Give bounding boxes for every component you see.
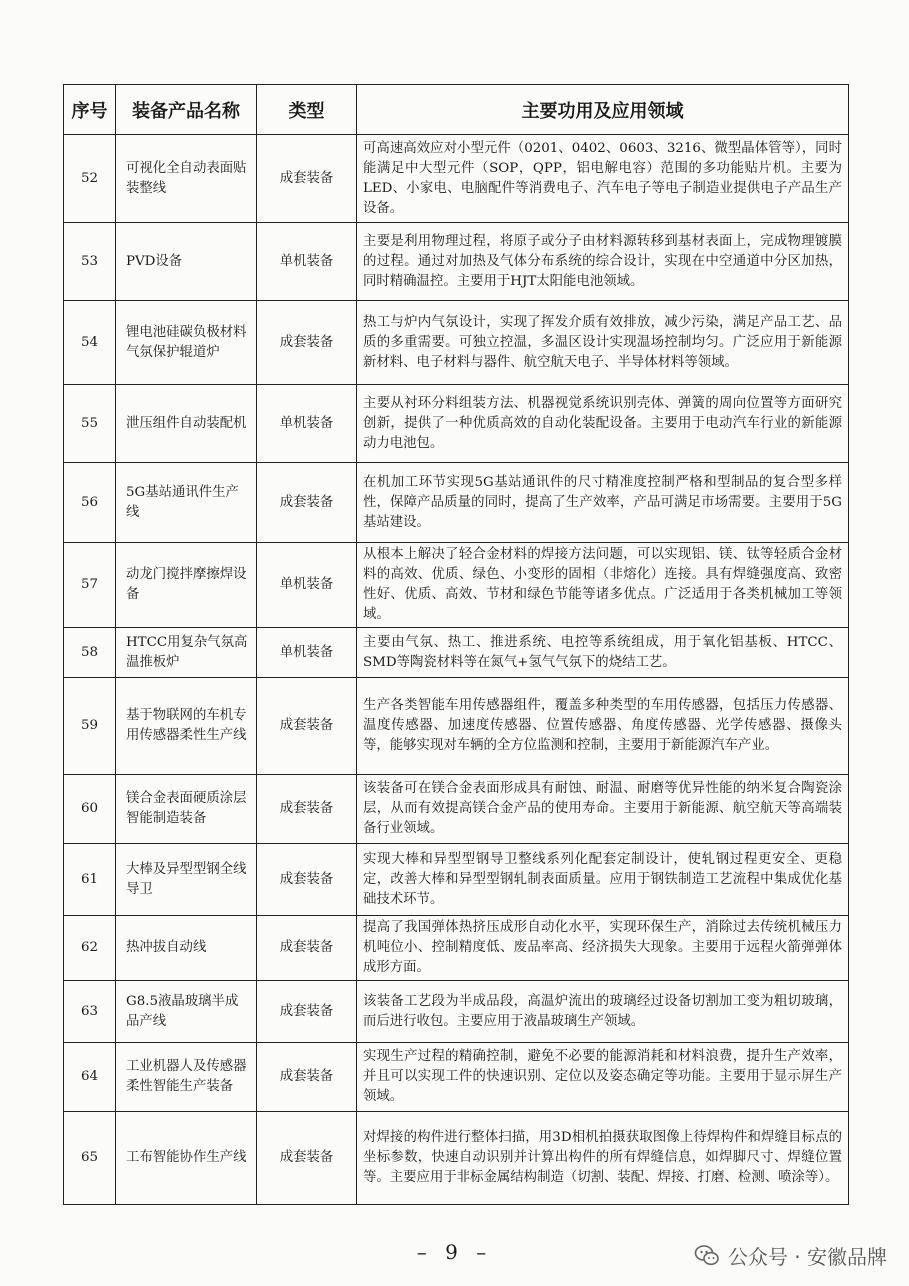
row-type: 成套装备 — [257, 678, 357, 775]
row-type: 成套装备 — [257, 775, 357, 844]
watermark — [694, 1241, 887, 1270]
table-row — [64, 1112, 849, 1205]
row-type: 成套装备 — [257, 301, 357, 385]
row-desc: 对焊接的构件进行整体扫描，用3D相机拍摄获取图像上待焊构件和焊缝目标点的坐标参数，快速自动识别并计算出构件的所有焊缝信息，如焊脚尺寸、焊缝位置等。主要应用于非标金属结构制造（切割、装配、焊接、打磨、检测、喷涂等）。 — [357, 1112, 849, 1205]
row-name: 工布智能协作生产线 — [116, 1112, 257, 1205]
row-type: 成套装备 — [257, 463, 357, 543]
header-type: 类型 — [257, 85, 357, 135]
row-type: 单机装备 — [257, 385, 357, 463]
table-row — [64, 981, 849, 1043]
table-row — [64, 223, 849, 301]
table-row — [64, 1043, 849, 1112]
watermark-text: 公众号 · 安徽品牌 — [727, 1245, 887, 1269]
row-desc: 在机加工环节实现5G基站通讯件的尺寸精准度控制严格和型制品的复合型多样性，保障产品质量的同时，提高了生产效率，产品可满足市场需要。主要用于5G基站建设。 — [357, 463, 849, 543]
table-row — [64, 844, 849, 916]
table-row — [64, 463, 849, 543]
row-name: PVD设备 — [116, 223, 257, 301]
row-desc: 从根本上解决了轻合金材料的焊接方法问题，可以实现铝、镁、钛等轻质合金材料的高效、优质、绿色、小变形的固相（非熔化）连接。具有焊缝强度高、致密性好、优质、高效、节材和绿色节能等诸多优点。广泛适用于各类机械加工等领域。 — [357, 543, 849, 628]
row-type: 单机装备 — [257, 628, 357, 678]
row-num: 54 — [64, 301, 116, 385]
row-num: 60 — [64, 775, 116, 844]
row-name: 可视化全自动表面贴装整线 — [116, 135, 257, 223]
row-name: 工业机器人及传感器柔性智能生产装备 — [116, 1043, 257, 1112]
table-row — [64, 135, 849, 223]
table-row — [64, 301, 849, 385]
row-type: 单机装备 — [257, 223, 357, 301]
row-num: 57 — [64, 543, 116, 628]
row-desc: 主要从衬环分料组装方法、机器视觉系统识别壳体、弹簧的周向位置等方面研究创新，提供了一种优质高效的自动化装配设备。主要用于电动汽车行业的新能源动力电池包。 — [357, 385, 849, 463]
table-row — [64, 385, 849, 463]
row-type: 成套装备 — [257, 1043, 357, 1112]
row-num: 63 — [64, 981, 116, 1043]
row-name: 热冲拔自动线 — [116, 916, 257, 981]
row-num: 59 — [64, 678, 116, 775]
row-type: 单机装备 — [257, 543, 357, 628]
row-name: G8.5液晶玻璃半成品产线 — [116, 981, 257, 1043]
row-type: 成套装备 — [257, 916, 357, 981]
row-num: 64 — [64, 1043, 116, 1112]
row-name: 动龙门搅拌摩擦焊设备 — [116, 543, 257, 628]
row-num: 53 — [64, 223, 116, 301]
row-name: 泄压组件自动装配机 — [116, 385, 257, 463]
row-type: 成套装备 — [257, 981, 357, 1043]
row-name: 5G基站通讯件生产线 — [116, 463, 257, 543]
equipment-table — [63, 84, 849, 1205]
table-row — [64, 916, 849, 981]
row-desc: 热工与炉内气氛设计，实现了挥发介质有效排放，减少污染，满足产品工艺、品质的多重需要。可独立控温，多温区设计实现温场控制均匀。广泛应用于新能源新材料、电子材料与器件、航空航天电子、半导体材料等领域。 — [357, 301, 849, 385]
row-num: 61 — [64, 844, 116, 916]
header-name: 装备产品名称 — [116, 85, 257, 135]
row-desc: 实现生产过程的精确控制，避免不必要的能源消耗和材料浪费，提升生产效率，并且可以实现工件的快速识别、定位以及姿态确定等功能。主要用于显示屏生产领域。 — [357, 1043, 849, 1112]
row-desc: 主要由气氛、热工、推进系统、电控等系统组成，用于氧化铝基板、HTCC、SMD等陶瓷材料等在氮气+氢气气氛下的烧结工艺。 — [357, 628, 849, 678]
row-name: 基于物联网的车机专用传感器柔性生产线 — [116, 678, 257, 775]
table-row — [64, 678, 849, 775]
row-type: 成套装备 — [257, 135, 357, 223]
wechat-icon — [694, 1243, 720, 1269]
row-name: 锂电池硅碳负极材料气氛保护辊道炉 — [116, 301, 257, 385]
row-name: 大棒及异型型钢全线导卫 — [116, 844, 257, 916]
row-desc: 主要是利用物理过程，将原子或分子由材料源转移到基材表面上，完成物理镀膜的过程。通过对加热及气体分布系统的综合设计，实现在中空通道中分区加热，同时精确温控。主要用于HJT太阳能电池领域。 — [357, 223, 849, 301]
row-num: 65 — [64, 1112, 116, 1205]
table-row — [64, 628, 849, 678]
page-number: – 9 – — [416, 1240, 493, 1264]
table-row — [64, 543, 849, 628]
row-desc: 该装备工艺段为半成品段，高温炉流出的玻璃经过设备切割加工变为粗切玻璃，而后进行收包。主要应用于液晶玻璃生产领域。 — [357, 981, 849, 1043]
row-num: 52 — [64, 135, 116, 223]
table-row — [64, 775, 849, 844]
table-body — [64, 135, 849, 1205]
row-desc: 提高了我国弹体热挤压成形自动化水平，实现环保生产，消除过去传统机械压力机吨位小、控制精度低、废品率高、经济损失大现象。主要用于远程火箭弹弹体成形方面。 — [357, 916, 849, 981]
row-desc: 可高速高效应对小型元件（0201、0402、0603、3216、微型晶体管等），同时能满足中大型元件（SOP，QPP，铝电解电容）范围的多功能贴片机。主要为LED、小家电、电脑配件等消费电子、汽车电子等电子制造业提供电子产品生产设备。 — [357, 135, 849, 223]
table-header-row — [64, 85, 849, 135]
row-num: 58 — [64, 628, 116, 678]
row-name: 镁合金表面硬质涂层智能制造装备 — [116, 775, 257, 844]
row-num: 56 — [64, 463, 116, 543]
row-desc: 生产各类智能车用传感器组件，覆盖多种类型的车用传感器，包括压力传感器、温度传感器、加速度传感器、位置传感器、角度传感器、光学传感器、摄像头等，能够实现对车辆的全方位监测和控制，主要用于新能源汽车产业。 — [357, 678, 849, 775]
row-desc: 实现大棒和异型型钢导卫整线系列化配套定制设计，使轧钢过程更安全、更稳定，改善大棒和异型型钢轧制表面质量。应用于钢铁制造工艺流程中集成优化基础技术环节。 — [357, 844, 849, 916]
row-type: 成套装备 — [257, 844, 357, 916]
row-name: HTCC用复杂气氛高温推板炉 — [116, 628, 257, 678]
header-desc: 主要功用及应用领域 — [357, 85, 849, 135]
row-num: 55 — [64, 385, 116, 463]
row-num: 62 — [64, 916, 116, 981]
row-desc: 该装备可在镁合金表面形成具有耐蚀、耐温、耐磨等优异性能的纳米复合陶瓷涂层，从而有效提高镁合金产品的使用寿命。主要用于新能源、航空航天等高端装备行业领域。 — [357, 775, 849, 844]
row-type: 成套装备 — [257, 1112, 357, 1205]
header-num: 序号 — [64, 85, 116, 135]
